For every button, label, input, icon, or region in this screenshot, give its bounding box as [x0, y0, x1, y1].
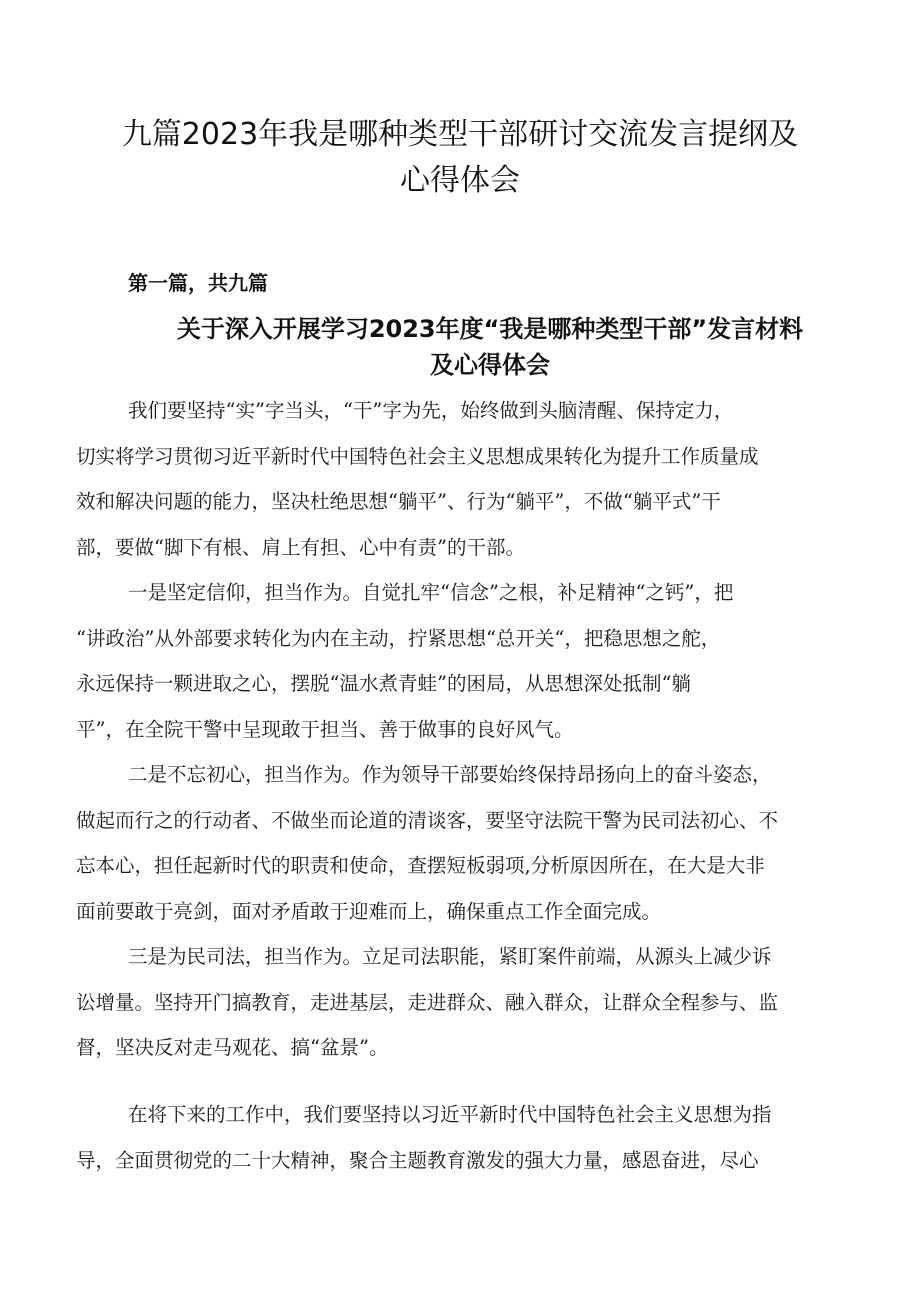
paragraph-point-two	[76, 752, 856, 934]
paragraph-line: 在将下来的工作中，我们要坚持以习近平新时代中国特色社会主义思想为指	[128, 1103, 772, 1126]
section-subtitle	[110, 311, 870, 383]
section-subtitle-line: 及心得体会	[430, 351, 550, 379]
document-title-line: 九篇2023年我是哪种类型干部研讨交流发言提纲及	[121, 117, 799, 152]
paragraph-line: 效和解决问题的能力，坚决杜绝思想“躺平”、行为“躺平”，不做“躺平式”干	[76, 490, 721, 513]
paragraph-line: 面前要敢于亮剑，面对矛盾敢于迎难而上，确保重点工作全面完成。	[76, 899, 662, 923]
paragraph-line: 二是不忘初心，担当作为。作为领导干部要始终保持昂扬向上的奋斗姿态，	[128, 763, 772, 786]
paragraph-line: 三是为民司法，担当作为。立足司法职能，紧盯案件前端，从源头上减少诉	[128, 945, 772, 968]
part-label: 第一篇，共九篇	[128, 271, 268, 295]
paragraph-point-three	[76, 934, 856, 1071]
paragraph-line: 做起而行之的行动者、不做坐而论道的清谈客，要坚守法院干警为民司法初心、不	[76, 808, 779, 832]
document-title	[80, 112, 840, 204]
paragraph-line: 永远保持一颗进取之心，摆脱“温水煮青蛙”的困局，从思想深处抵制“躺	[76, 672, 691, 695]
document-title-line: 心得体会	[400, 163, 520, 198]
paragraph-line: 导，全面贯彻党的二十大精神，聚合主题教育激发的强大力量，感恩奋进，尽心	[76, 1148, 759, 1172]
paragraph-line: 平”，在全院干警中呈现敢于担当、善于做事的良好风气。	[76, 717, 574, 741]
paragraph-line: 忘本心，担任起新时代的职责和使命，查摆短板弱项,分析原因所在，在大是大非	[76, 854, 765, 877]
paragraph-point-one	[76, 570, 856, 752]
paragraph-line: 一是坚定信仰，担当作为。自觉扎牢“信念”之根，补足精神“之钙”，把	[128, 581, 734, 604]
section-subtitle-line: 关于深入开展学习2023年度“我是哪种类型干部”发言材料	[176, 315, 804, 343]
paragraph-line: “讲政治”从外部要求转化为内在主动，拧紧思想“总开关“，把稳思想之舵，	[76, 626, 721, 650]
paragraph-line: 切实将学习贯彻习近平新时代中国特色社会主义思想成果转化为提升工作质量成	[76, 444, 759, 468]
paragraph-line: 督，坚决反对走马观花、搞“盆景”。	[76, 1036, 389, 1059]
paragraph-conclusion	[76, 1092, 856, 1183]
paragraph-line: 部，要做“脚下有根、肩上有担、心中有责”的干部。	[76, 535, 525, 559]
paragraph-intro	[76, 388, 856, 570]
paragraph-line: 我们要坚持“实”字当头，“干”字为先，始终做到头脑清醒、保持定力，	[128, 399, 734, 422]
paragraph-line: 讼增量。坚持开门搞教育，走进基层，走进群众、融入群众，让群众全程参与、监	[76, 990, 779, 1014]
